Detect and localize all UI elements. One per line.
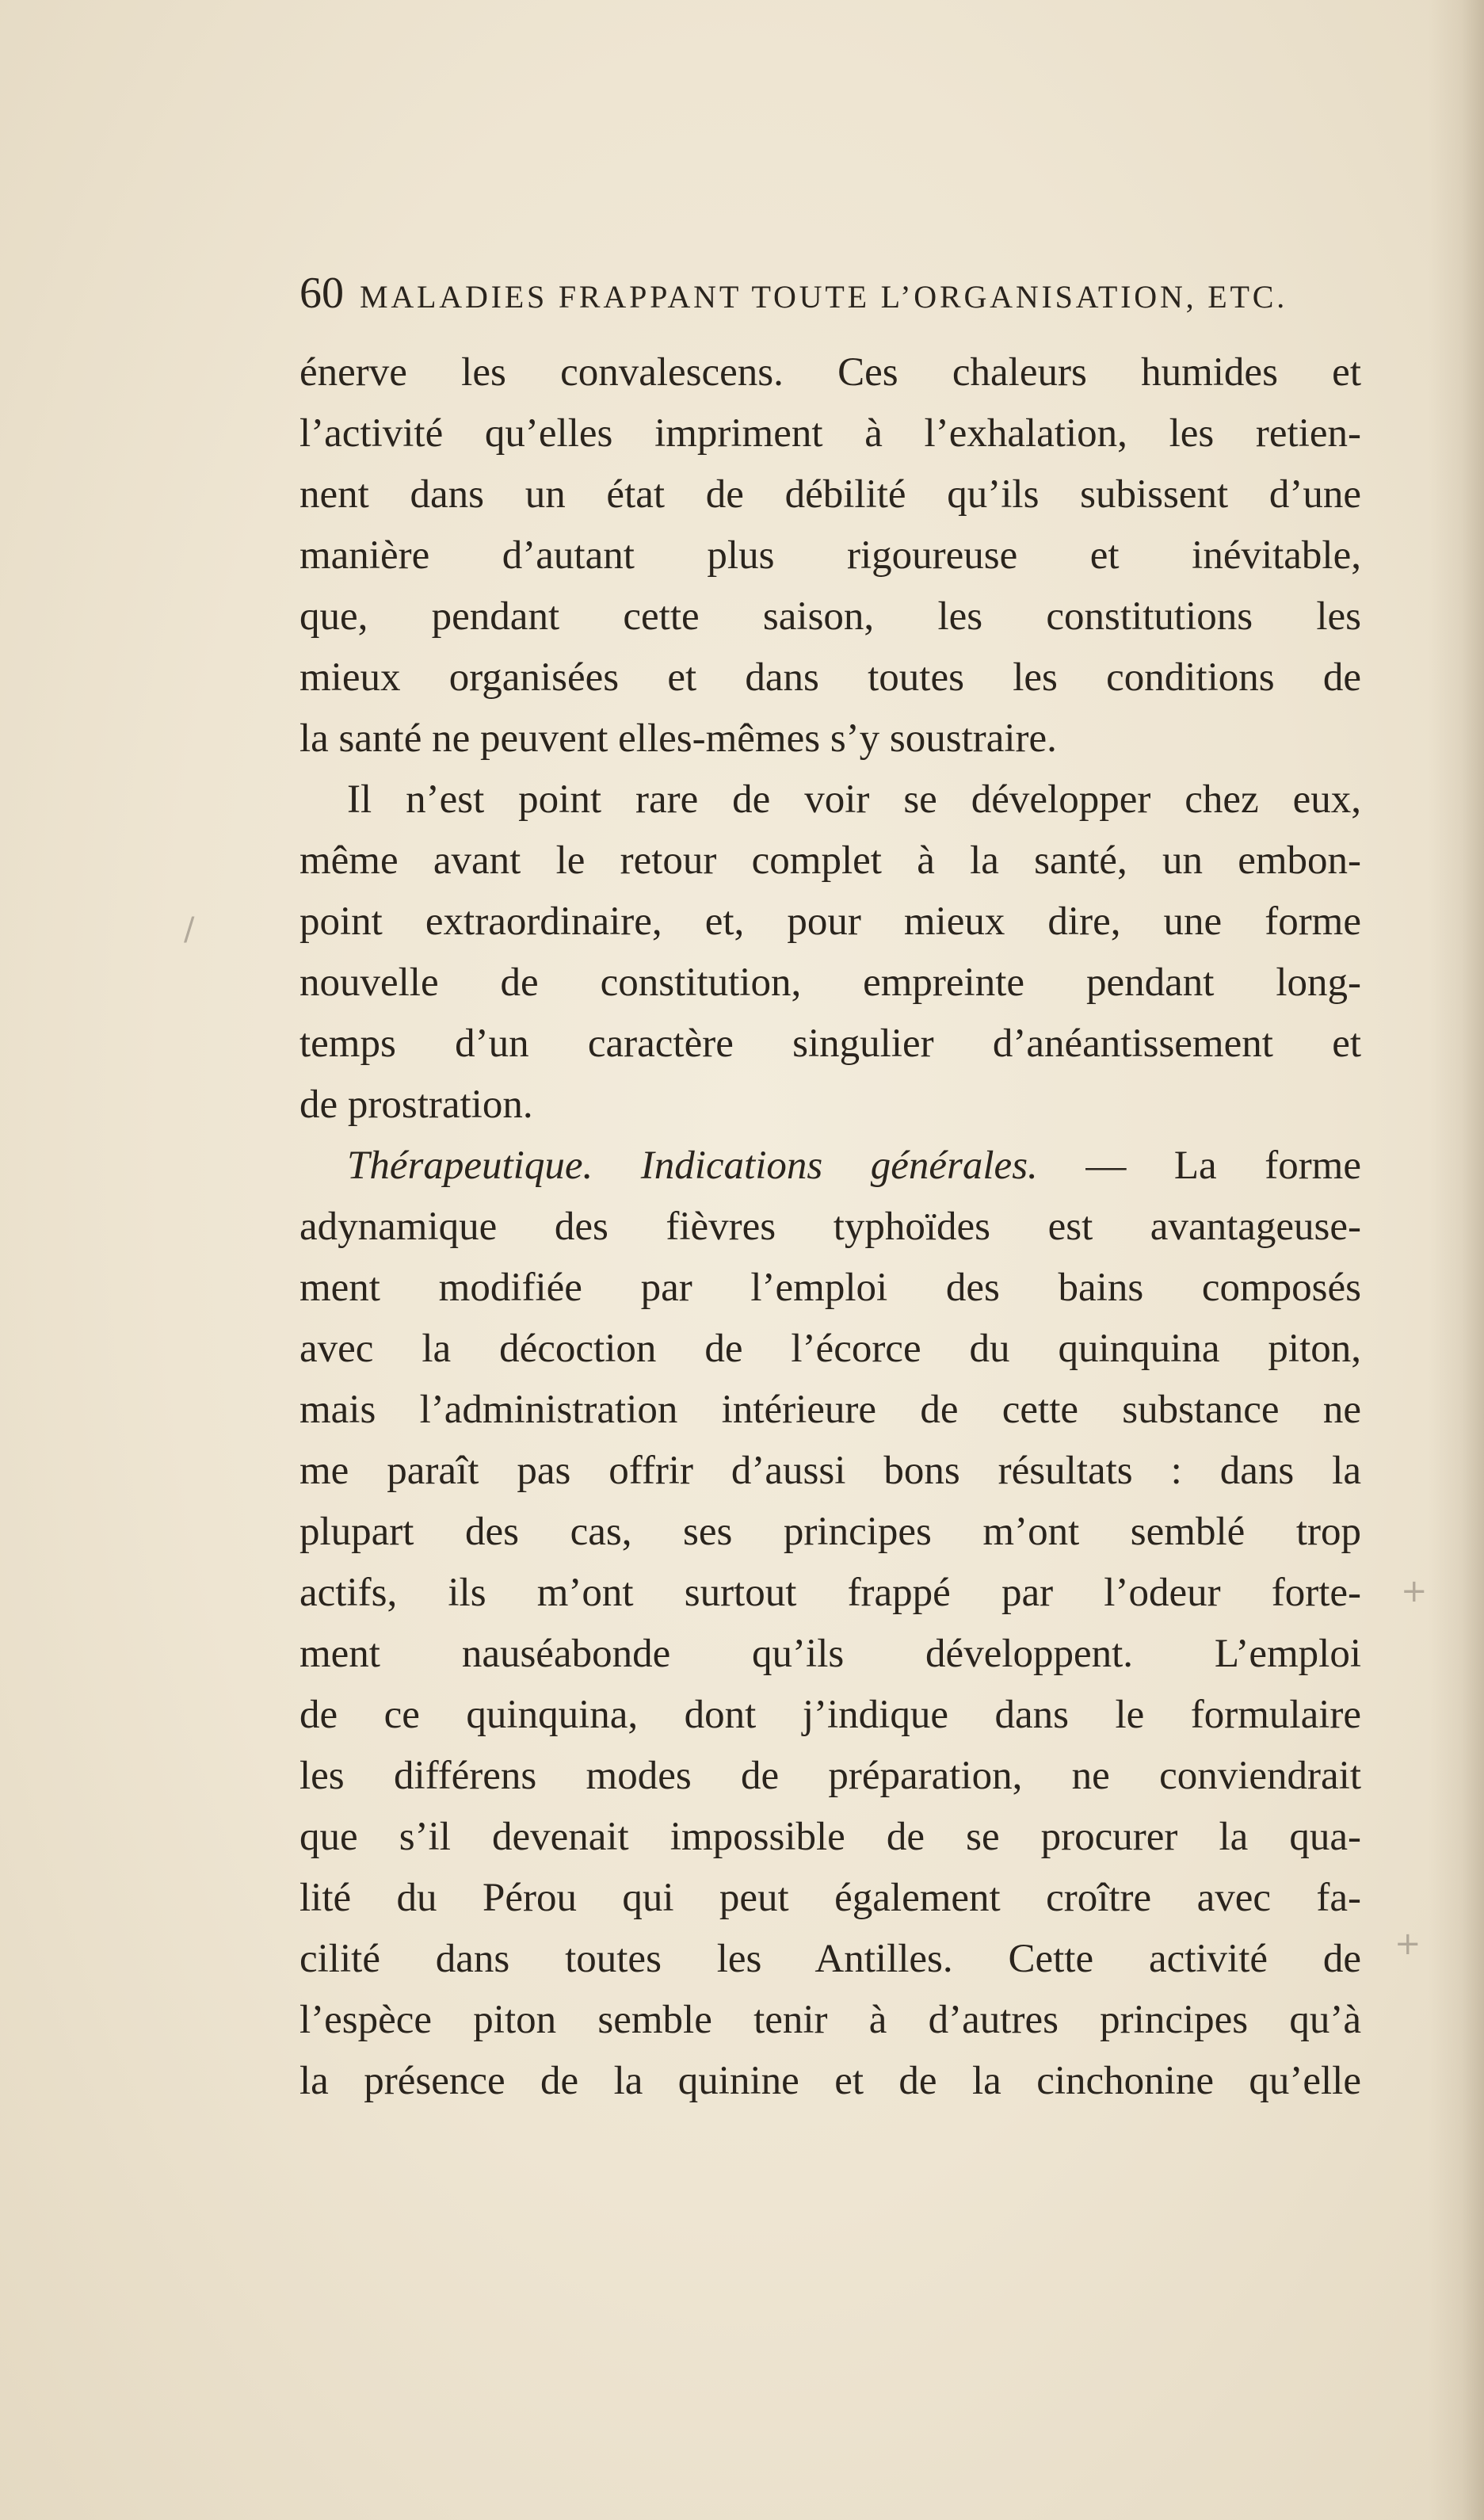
text-line: lité du Pérou qui peut également croître avec fa- bbox=[299, 1876, 1361, 1920]
therapeutics-heading-rest: — La forme bbox=[1037, 1144, 1361, 1188]
text-line: même avant le retour complet à la santé, un embon- bbox=[299, 838, 1361, 883]
text-line: nouvelle de constitution, empreinte pendant long- bbox=[299, 960, 1361, 1005]
page-number: 60 bbox=[299, 269, 344, 318]
text-line: la présence de la quinine et de la cinchonine qu’elle bbox=[299, 2059, 1361, 2103]
therapeutics-heading-line bbox=[299, 1136, 1361, 1197]
text-line: adynamique des fièvres typhoïdes est avantageuse- bbox=[299, 1205, 1361, 1249]
text-line: mais l’administration intérieure de cette substance ne bbox=[299, 1388, 1361, 1432]
text-line: de ce quinquina, dont j’indique dans le formulaire bbox=[299, 1693, 1361, 1737]
text-line: temps d’un caractère singulier d’anéantissement et bbox=[299, 1021, 1361, 1066]
running-head: MALADIES FRAPPANT TOUTE L’ORGANISATION, ETC. bbox=[360, 279, 1288, 315]
text-line: mieux organisées et dans toutes les conditions de bbox=[299, 655, 1361, 700]
text-line: plupart des cas, ses principes m’ont semblé trop bbox=[299, 1510, 1361, 1554]
margin-pencil-mark: / bbox=[184, 911, 195, 948]
text-line: actifs, ils m’ont surtout frappé par l’odeur forte- bbox=[299, 1571, 1361, 1615]
text-line: nent dans un état de débilité qu’ils subissent d’une bbox=[299, 472, 1361, 517]
text-line: me paraît pas offrir d’aussi bons résultats : dans la bbox=[299, 1449, 1361, 1493]
text-line: l’espèce piton semble tenir à d’autres principes qu’à bbox=[299, 1998, 1361, 2042]
text-line: que s’il devenait impossible de se procurer la qua- bbox=[299, 1815, 1361, 1859]
text-line: que, pendant cette saison, les constitutions les bbox=[299, 594, 1361, 639]
therapeutics-heading: Thérapeutique. Indications générales. bbox=[347, 1144, 1038, 1188]
text-line: avec la décoction de l’écorce du quinquina piton, bbox=[299, 1327, 1361, 1371]
text-line: les différens modes de préparation, ne conviendrait bbox=[299, 1754, 1361, 1798]
margin-pencil-mark: + bbox=[1401, 1573, 1428, 1609]
margin-pencil-mark: + bbox=[1394, 1926, 1421, 1962]
text-line: l’activité qu’elles impriment à l’exhalation, les retien- bbox=[299, 411, 1361, 456]
body-text bbox=[299, 342, 1361, 2112]
text-line: énerve les convalescens. Ces chaleurs humides et bbox=[299, 350, 1361, 395]
text-line: point extraordinaire, et, pour mieux dire, une forme bbox=[299, 899, 1361, 944]
text-line: de prostration. bbox=[299, 1082, 533, 1127]
page-gutter-shadow bbox=[1429, 0, 1484, 2520]
page-header bbox=[299, 268, 1361, 319]
text-line: manière d’autant plus rigoureuse et inévitable, bbox=[299, 533, 1361, 578]
text-line: ment nauséabonde qu’ils développent. L’emploi bbox=[299, 1632, 1361, 1676]
text-line: Il n’est point rare de voir se développer chez eux, bbox=[347, 777, 1361, 822]
text-line: la santé ne peuvent elles-mêmes s’y soustraire. bbox=[299, 716, 1057, 761]
text-line: cilité dans toutes les Antilles. Cette activité de bbox=[299, 1937, 1361, 1981]
text-line: ment modifiée par l’emploi des bains composés bbox=[299, 1266, 1361, 1310]
